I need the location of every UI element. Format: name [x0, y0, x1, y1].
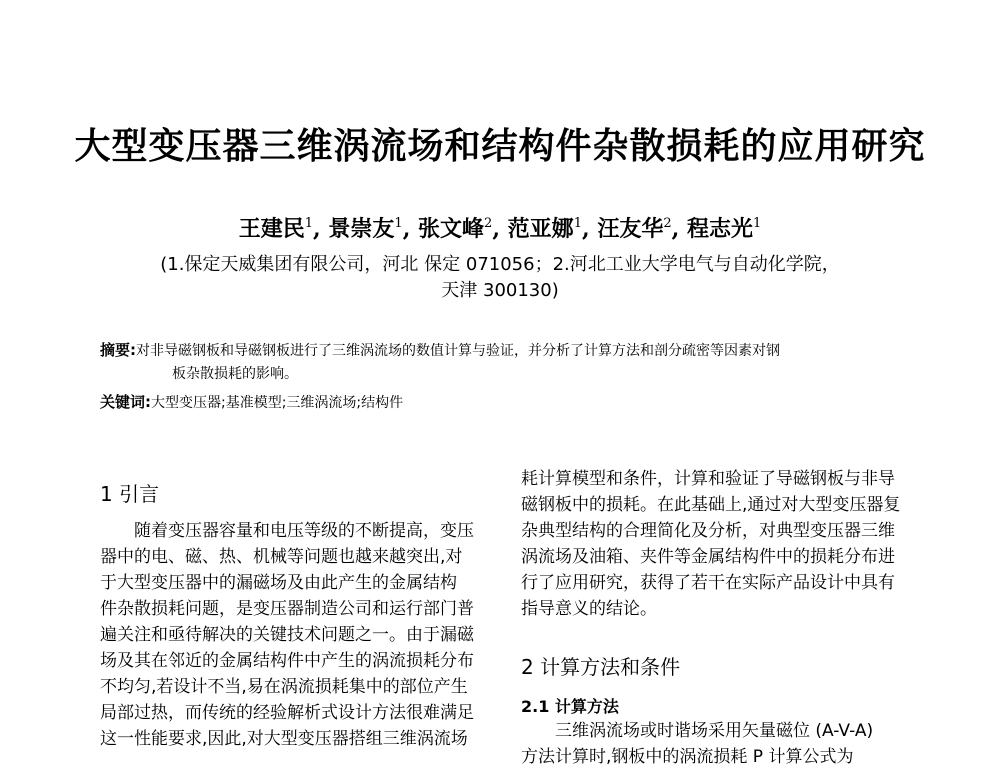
- section-heading-intro: 1 引言: [100, 482, 160, 506]
- author-list: [0, 212, 1000, 243]
- body-line: 指导意义的结论。: [521, 599, 657, 619]
- subsection-heading-2-1: 2.1 计算方法: [521, 697, 619, 716]
- abstract-text-line-1: 对非导磁钢板和导磁钢板进行了三维涡流场的数值计算与验证，并分析了计算方法和剖分疏密等因素对钢: [136, 343, 780, 359]
- author-separator: ,: [581, 216, 590, 242]
- body-line: 遍关注和亟待解决的关键技术问题之一。由于漏磁: [100, 625, 474, 645]
- author-affil-mark: 1: [304, 216, 314, 231]
- author-name: 程志光: [686, 216, 753, 242]
- keywords: [100, 391, 403, 412]
- methods-paragraph: [521, 718, 931, 770]
- author-name: 范亚娜: [507, 216, 574, 242]
- keywords-text: 大型变压器;基准模型;三维涡流场;结构件: [151, 395, 404, 411]
- author-affil-mark: 1: [394, 216, 403, 231]
- body-line: 件杂散损耗问题，是变压器制造公司和运行部门普: [100, 599, 474, 619]
- body-line: 杂典型结构的合理简化及分析，对典型变压器三维: [521, 521, 895, 541]
- author-affil-mark: 1: [573, 216, 582, 231]
- abstract: [100, 339, 780, 360]
- body-line: 涡流场及油箱、夹件等金属结构件中的损耗分布进: [521, 547, 895, 567]
- author-affil-mark: 2: [663, 216, 672, 231]
- author-name: 景崇友: [328, 216, 395, 242]
- abstract-label: 摘要:: [100, 341, 136, 359]
- body-line: 行了应用研究，获得了若干在实际产品设计中具有: [521, 573, 895, 593]
- body-line: 于大型变压器中的漏磁场及由此产生的金属结构: [100, 573, 457, 593]
- author-separator: ,: [492, 216, 500, 242]
- affiliation-line-2: 天津 300130): [441, 280, 559, 301]
- body-line: 磁钢板中的损耗。在此基础上,通过对大型变压器复: [521, 495, 901, 515]
- body-line: 三维涡流场或时谐场采用矢量磁位 (A-V-A): [555, 721, 874, 741]
- body-line: 场及其在邻近的金属结构件中产生的涡流损耗分布: [100, 651, 474, 671]
- paper-title: 大型变压器三维涡流场和结构件杂散损耗的应用研究: [74, 126, 926, 167]
- body-line: 器中的电、磁、热、机械等问题也越来越突出,对: [100, 547, 463, 567]
- body-line: 随着变压器容量和电压等级的不断提高，变压: [134, 521, 474, 541]
- keywords-label: 关键词:: [100, 393, 151, 411]
- author-affil-mark: 1: [752, 216, 762, 231]
- author-name: 王建民: [238, 216, 305, 242]
- intro-paragraph: [100, 518, 500, 752]
- author-separator: ,: [313, 216, 321, 242]
- body-line: 这一性能要求,因此,对大型变压器搭组三维涡流场: [100, 729, 468, 749]
- author-separator: ,: [671, 216, 680, 242]
- body-line: 方法计算时,钢板中的涡流损耗 P 计算公式为: [521, 747, 854, 767]
- body-line: 耗计算模型和条件，计算和验证了导磁钢板与非导: [521, 469, 895, 489]
- right-paragraph: [521, 466, 931, 622]
- body-line: 不均匀,若设计不当,易在涡流损耗集中的部位产生: [100, 677, 468, 697]
- body-line: 局部过热，而传统的经验解析式设计方法很难满足: [100, 703, 474, 723]
- author-separator: ,: [402, 216, 411, 242]
- abstract-text-line-2: 板杂散损耗的影响。: [172, 366, 298, 382]
- affiliation-line-1: (1.保定天威集团有限公司，河北 保定 071056；2.河北工业大学电气与自动化学院，: [160, 254, 840, 275]
- section-heading-methods: 2 计算方法和条件: [521, 655, 681, 679]
- author-name: 汪友华: [597, 216, 664, 242]
- author-name: 张文峰: [418, 216, 485, 242]
- author-affil-mark: 2: [484, 216, 493, 231]
